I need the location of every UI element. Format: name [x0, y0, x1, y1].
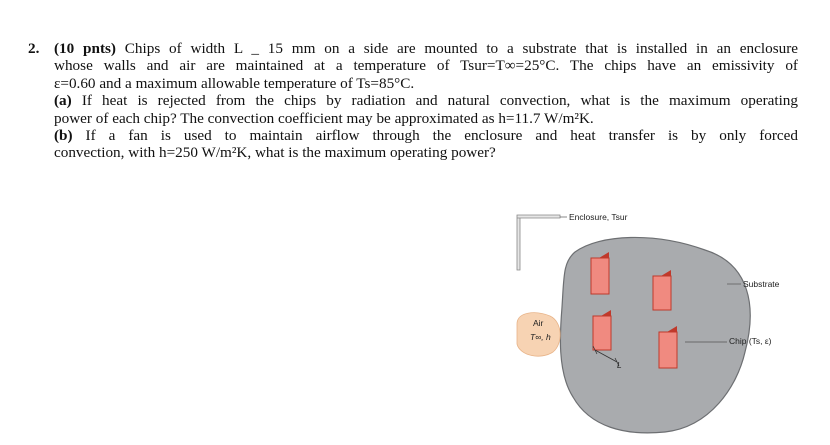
chip-4 [659, 326, 677, 368]
figure-drawing [505, 212, 825, 442]
part-a-label: (a) [54, 92, 72, 110]
problem-line-1 [54, 40, 798, 57]
substrate [560, 237, 750, 432]
air-label: Air [533, 318, 544, 328]
part-b-label: (b) [54, 127, 73, 145]
problem-line-3: ε=0.60 and a maximum allowable temperature of Ts=85°C. [54, 74, 415, 92]
chip-2 [653, 270, 671, 310]
chip-label: Chip (Ts, ε) [729, 336, 772, 346]
part-a-line-2: power of each chip? The convection coefficient may be approximated as h=11.7 W/m²K. [54, 109, 594, 127]
enclosure-label: Enclosure, Tsur [569, 212, 628, 222]
part-b-line-2: convection, with h=250 W/m²K, what is the maximum operating power? [54, 144, 496, 162]
width-label: L [617, 360, 622, 370]
problem-statement [28, 40, 798, 162]
chip-1 [591, 252, 609, 294]
chip-enclosure-figure [505, 212, 825, 442]
part-b-line-1 [54, 127, 798, 144]
chip-3 [593, 310, 611, 350]
substrate-label: Substrate [743, 279, 780, 289]
problem-points: (10 pnts) [54, 40, 116, 57]
problem-number: 2. [28, 40, 40, 57]
problem-intro-text: Chips of width L _ 15 mm on a side are mounted to a substrate that is installed in an enclosure [124, 40, 798, 57]
part-b-text: If a fan is used to maintain airflow through the enclosure and heat transfer is by only forced [85, 127, 798, 145]
part-a-line-1 [54, 92, 798, 109]
problem-line-2: whose walls and air are maintained at a temperature of Tsur=T∞=25°C. The chips have an emissivity of [54, 57, 798, 75]
air-params-label: T∞, h [530, 332, 551, 342]
part-a-text: If heat is rejected from the chips by radiation and natural convection, what is the maximum operating [81, 92, 798, 110]
enclosure-wall [517, 215, 560, 270]
